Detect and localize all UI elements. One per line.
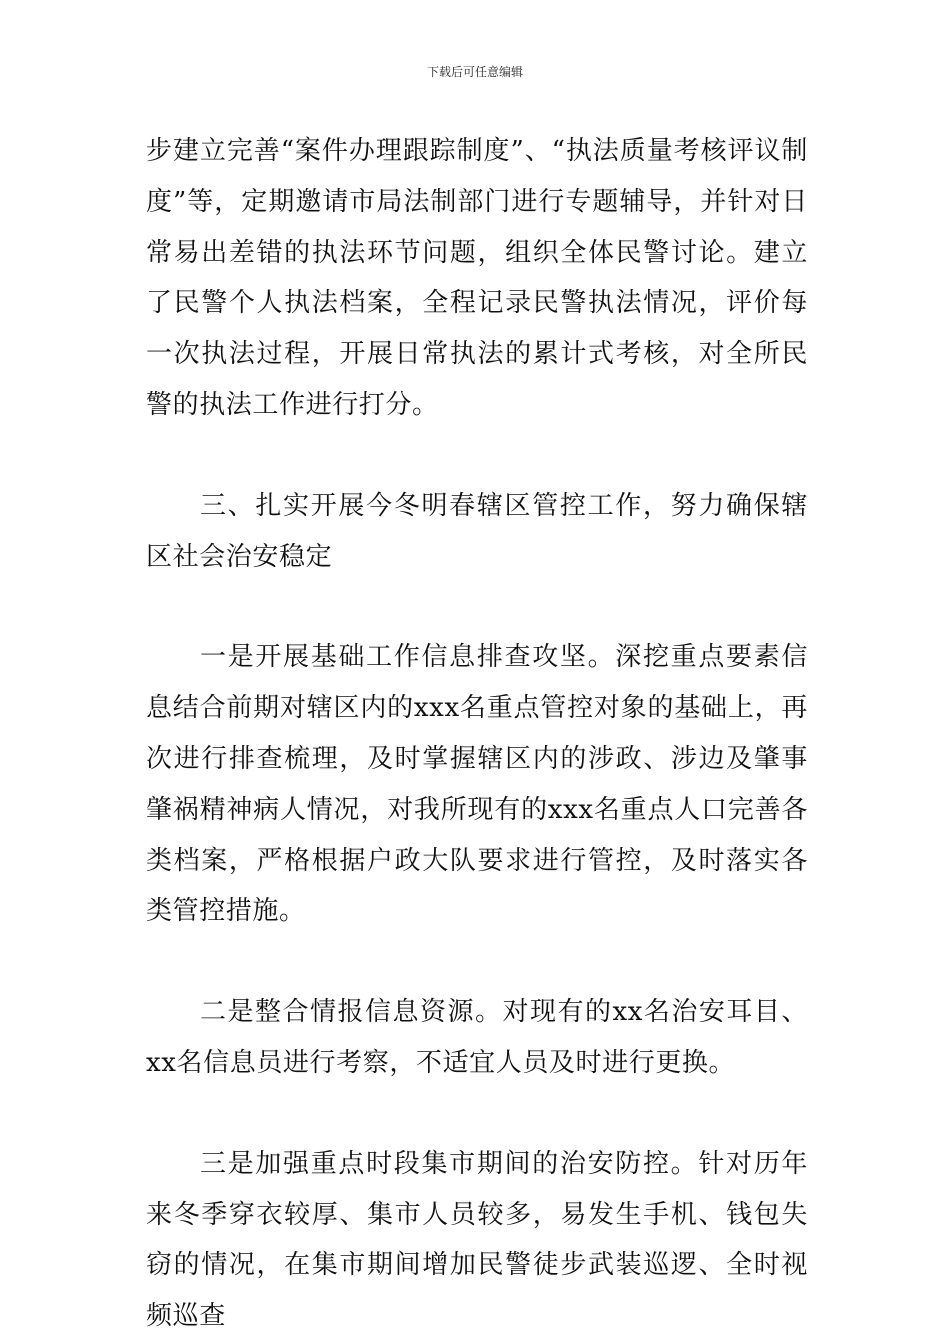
paragraph-item-2: 二是整合情报信息资源。对现有的xx名治安耳目、xx名信息员进行考察，不适宜人员及时进行更换。	[146, 997, 808, 1078]
paragraph-gap	[146, 937, 808, 987]
page-header: 下载后可任意编辑	[426, 65, 523, 79]
paragraph-item-3: 三是加强重点时段集市期间的治安防控。针对历年来冬季穿衣较厚、集市人员较多，易发生手机、钱包失窃的情况，在集市期间增加民警徒步武装巡逻、全时视频巡查	[146, 1148, 808, 1332]
paragraph-continuation: 步建立完善“案件办理跟踪制度”、“执法质量考核评议制度”等，定期邀请市局法制部门进行专题辅导，并针对日常易出差错的执法环节问题，组织全体民警讨论。建立了民警个人执法档案，全程记录民警执法情况，评价每一次执法过程，开展日常执法的累计式考核，对全所民警的执法工作进行打分。	[146, 136, 808, 420]
section-heading: 三、扎实开展今冬明春辖区管控工作，努力确保辖区社会治安稳定	[146, 490, 808, 572]
paragraph-gap	[146, 1089, 808, 1139]
paragraph-item-1: 一是开展基础工作信息排查攻坚。深挖重点要素信息结合前期对辖区内的xxx名重点管控对象的基础上，再次进行排查梳理，及时掌握辖区内的涉政、涉边及肇事肇祸精神病人情况，对我所现有的xxx名重点人口完善各类档案，严格根据户政大队要求进行管控，及时落实各类管控措施。	[146, 642, 808, 927]
document-body	[146, 126, 808, 1342]
paragraph-gap	[146, 582, 808, 632]
paragraph-gap	[146, 431, 808, 481]
